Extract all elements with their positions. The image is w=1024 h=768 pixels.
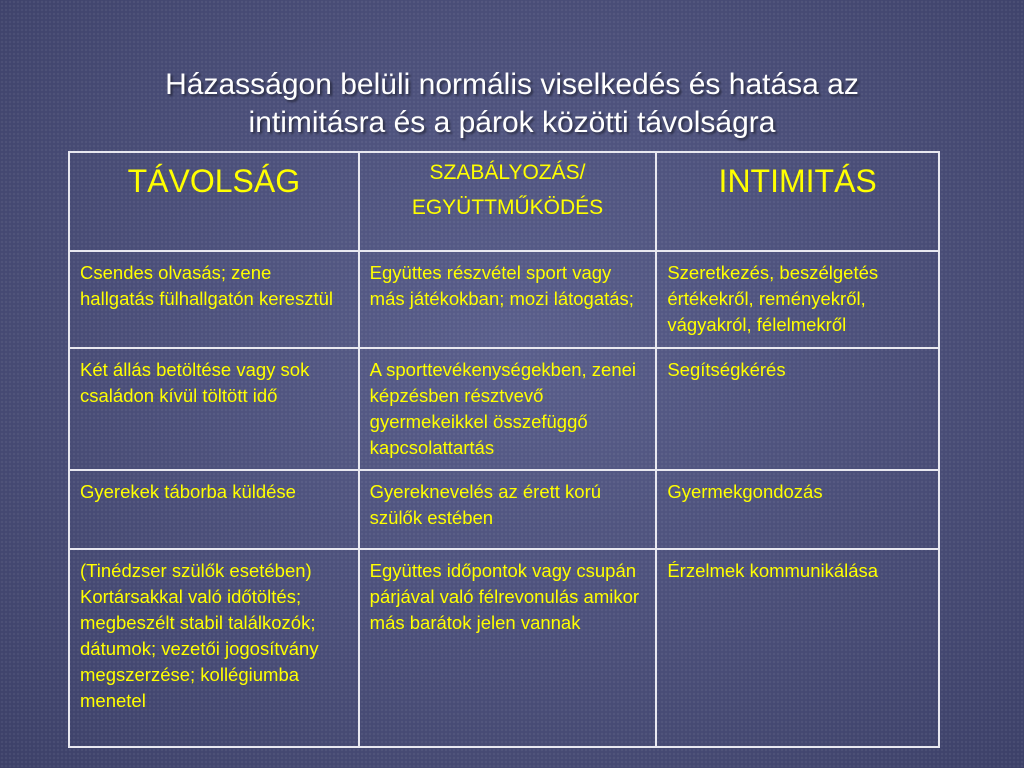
cell-szabalyozas: Gyereknevelés az érett korú szülők estében	[359, 470, 657, 549]
header-intimitas	[656, 152, 939, 251]
cell-szabalyozas: A sporttevékenységekben, zenei képzésben résztvevő gyermekeikkel összefüggő kapcsolattartás	[359, 348, 657, 470]
cell-szabalyozas: Együttes időpontok vagy csupán párjával való félrevonulás amikor más barátok jelen vannak	[359, 549, 657, 747]
table-header-row	[69, 152, 939, 251]
cell-tavolsag: Két állás betöltése vagy sok családon kívül töltött idő	[69, 348, 359, 470]
header-szabalyozas-line-2: EGYÜTTMŰKÖDÉS	[411, 196, 604, 219]
slide-title	[60, 66, 964, 142]
header-szabalyozas	[359, 152, 657, 251]
header-intimitas-label: INTIMITÁS	[718, 163, 877, 199]
cell-intimitas: Gyermekgondozás	[656, 470, 939, 549]
header-szabalyozas-line-1: SZABÁLYOZÁS/	[429, 161, 586, 184]
cell-intimitas: Szeretkezés, beszélgetés értékekről, reményekről, vágyakról, félelmekről	[656, 251, 939, 348]
behavior-table	[68, 151, 940, 748]
cell-szabalyozas: Együttes részvétel sport vagy más játékokban; mozi látogatás;	[359, 251, 657, 348]
table-row	[69, 470, 939, 549]
slide-title-line-2: intimitásra és a párok közötti távolságra	[248, 106, 776, 139]
table-row	[69, 549, 939, 747]
header-tavolsag	[69, 152, 359, 251]
slide-title-line-1: Házasságon belüli normális viselkedés és hatása az	[165, 68, 859, 101]
header-tavolsag-label: TÁVOLSÁG	[127, 163, 301, 199]
header-szabalyozas-label	[360, 153, 656, 225]
table-row	[69, 251, 939, 348]
table-row	[69, 348, 939, 470]
cell-intimitas: Segítségkérés	[656, 348, 939, 470]
cell-tavolsag: Csendes olvasás; zene hallgatás fülhallgatón keresztül	[69, 251, 359, 348]
cell-intimitas: Érzelmek kommunikálása	[656, 549, 939, 747]
cell-tavolsag: (Tinédzser szülők esetében) Kortársakkal való időtöltés; megbeszélt stabil találkozók; dátumok; vezetői jogosítvány megszerzése; kollégiumba menetel	[69, 549, 359, 747]
cell-tavolsag: Gyerekek táborba küldése	[69, 470, 359, 549]
